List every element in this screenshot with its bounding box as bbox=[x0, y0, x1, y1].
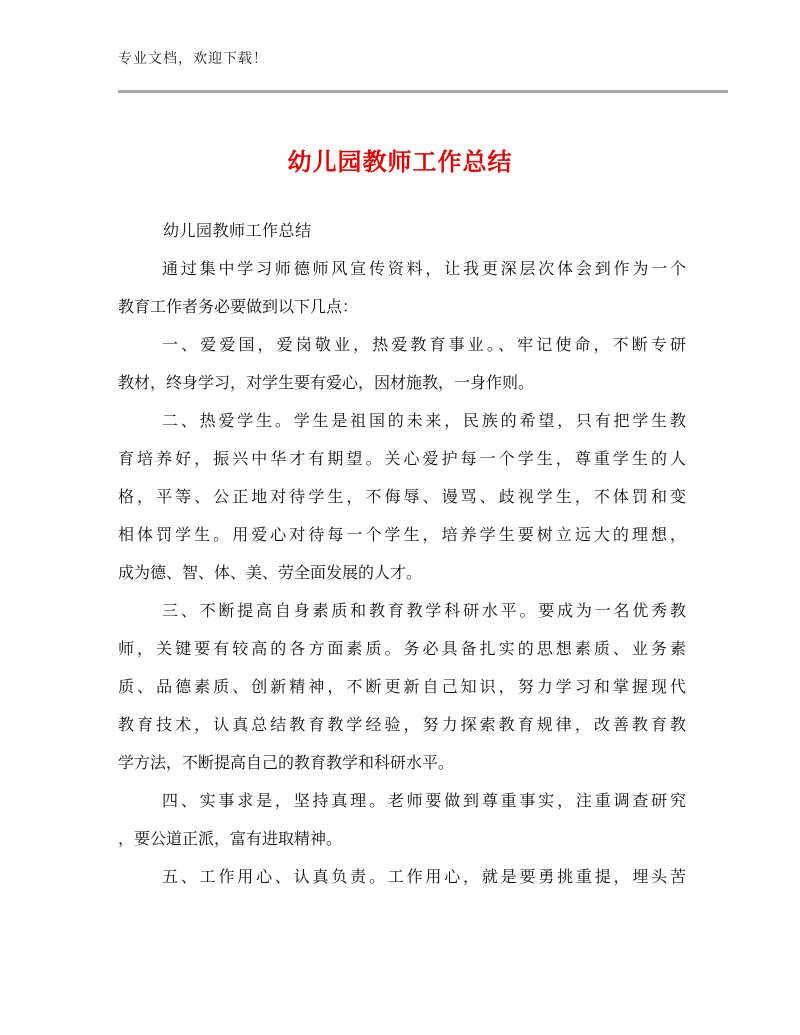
header-divider bbox=[118, 90, 728, 93]
paragraph-line: 通过集中学习师德师风宣传资料，让我更深层次体会到作为一个 bbox=[162, 259, 686, 278]
document-body bbox=[118, 250, 686, 896]
paragraph-line: ，要公道正派，富有进取精神。 bbox=[118, 829, 343, 848]
paragraph-line: 教育技术，认真总结教育教学经验，努力探索教育规律，改善教育教 bbox=[118, 715, 686, 734]
paragraph-1 bbox=[118, 250, 686, 326]
paragraph-line: 三、不断提高自身素质和教育教学科研水平。要成为一名优秀教 bbox=[162, 601, 686, 620]
paragraph-2 bbox=[118, 326, 686, 402]
paragraph-line: 相体罚学生。用爱心对待每一个学生，培养学生要树立远大的理想， bbox=[118, 525, 686, 544]
paragraph-line: 育培养好，振兴中华才有期望。关心爱护每一个学生，尊重学生的人 bbox=[118, 449, 686, 468]
paragraph-line: 一、爱爱国，爱岗敬业，热爱教育事业。、牢记使命，不断专研 bbox=[162, 335, 686, 354]
paragraph-line: 五、工作用心、认真负责。工作用心，就是要勇挑重提，埋头苦 bbox=[162, 867, 686, 886]
document-subtitle: 幼儿园教师工作总结 bbox=[163, 221, 312, 240]
paragraph-line: 师，关键要有较高的各方面素质。务必具备扎实的思想素质、业务素 bbox=[118, 639, 686, 658]
paragraph-6 bbox=[118, 858, 686, 896]
document-title: 幼儿园教师工作总结 bbox=[287, 148, 513, 176]
paragraph-3 bbox=[118, 402, 686, 592]
header-note: 专业文档，欢迎下载！ bbox=[118, 51, 268, 67]
paragraph-line: 学方法，不断提高自己的教育教学和科研水平。 bbox=[118, 753, 455, 772]
paragraph-line: 教材，终身学习，对学生要有爱心，因材施教，一身作则。 bbox=[118, 373, 535, 392]
paragraph-line: 四、实事求是，坚持真理。老师要做到尊重事实，注重调查研究 bbox=[162, 791, 686, 810]
paragraph-line: 成为德、智、体、美、劳全面发展的人才。 bbox=[118, 563, 423, 582]
paragraph-5 bbox=[118, 782, 686, 858]
paragraph-4 bbox=[118, 592, 686, 782]
paragraph-line: 质、品德素质、创新精神，不断更新自己知识，努力学习和掌握现代 bbox=[118, 677, 686, 696]
paragraph-line: 二、热爱学生。学生是祖国的未来，民族的希望，只有把学生教 bbox=[162, 411, 686, 430]
paragraph-line: 格，平等、公正地对待学生，不侮辱、谩骂、歧视学生，不体罚和变 bbox=[118, 487, 686, 506]
paragraph-line: 教育工作者务必要做到以下几点： bbox=[118, 297, 359, 316]
